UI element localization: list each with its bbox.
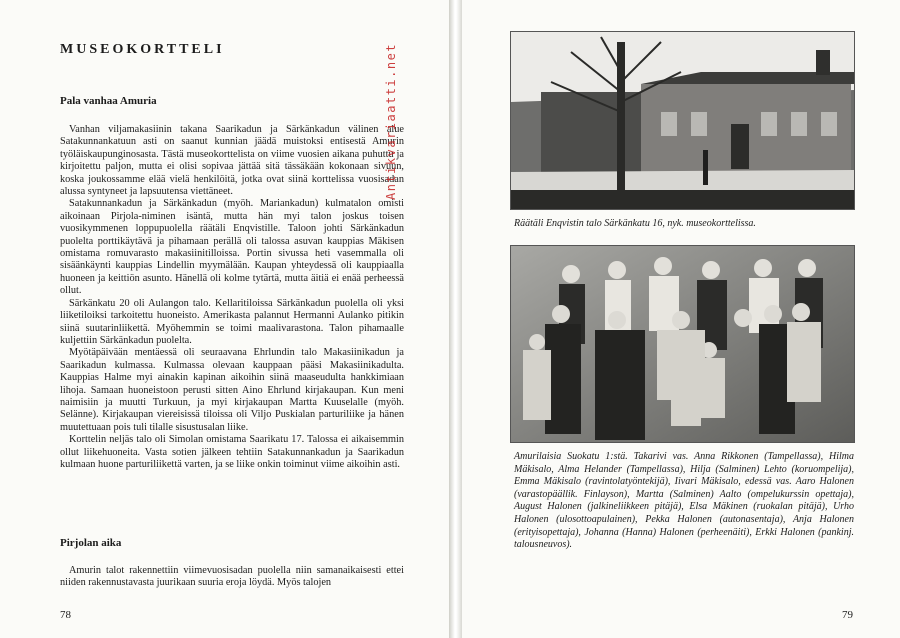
book-gutter <box>449 0 462 638</box>
paragraph: Korttelin neljäs talo oli Simolan omistama Saarikatu 17. Talossa ei aikaisemmin ollut liikehuoneita. Vasta sotien jälkeen tehtiin Satakunnankadun ja Saarikadun kulmaan huone parturiliikettä varten, ja se liike onkin toiminut viime aikoihin asti. <box>60 434 404 470</box>
paragraph: Särkänkatu 20 oli Aulangon talo. Kellaritiloissa Särkänkadun puolella oli yksi liiketiloiksi tarkoitettu huoneisto. Amerikasta palannut Hermanni Aulanko pitikin siinä suutarinliikettä. Myöhemmin se toimi maalivarastona. Talon pihamaalle kuljettiin Särkänkadun puolelta. <box>60 297 404 346</box>
photo-caption-house: Räätäli Enqvistin talo Särkänkatu 16, nyk. museokorttelissa. <box>514 218 756 229</box>
paragraph: Amurin talot rakennettiin viimevuosisadan puolella niin samanaikaisesti ettei niiden rakennustavasta juurikaan suuria eroja löydä. Myös talojen <box>60 565 404 589</box>
right-page <box>462 0 900 638</box>
page-number-left: 78 <box>60 609 71 621</box>
family-group-photo <box>510 245 855 443</box>
watermark-text: Antikvariaatti.net <box>384 42 398 200</box>
section-title: MUSEOKORTTELI <box>60 42 225 57</box>
left-page <box>0 0 449 638</box>
house-photo <box>510 31 855 210</box>
body-text-section2 <box>60 565 404 590</box>
subhead-pirjolan-aika: Pirjolan aika <box>60 537 122 549</box>
paragraph: Vanhan viljamakasiinin takana Saarikadun ja Särkänkadun välinen alue Satakunnankatuun asti on saanut kunnian jäädä muistoksi entisestä Amurin työläiskaupunginosasta. Tästä museokorttelista on viime vuosien aikana puhuttu ja kirjoitettu paljon, mutta ei olisi sopivaa jättää sitä tässäkään kokonaan sivuun, koska joukossamme elää vielä henkilöitä, jotka ovat siinä korttelissa vuosisadan alussa syntyneet ja lapsuutensa viettäneet. <box>60 124 404 198</box>
body-text-section1 <box>60 124 404 471</box>
paragraph: Satakunnankadun ja Särkänkadun (myöh. Mariankadun) kulmatalon omisti aikoinaan Pirjola-niminen isäntä, mutta hän myi talon joskus toisen vuosikymmenen loppupuolella räätäli Enqvistille. Taloon johti Särkänkadun puolelta porttikäytävä ja pihamaan perällä oli talossa asuvan kauppias Mäkisen omistama romuvarasto makasiinitilloissa. Portin sivussa heti vasemmalla oli sisäänkäynti kauppias Lindellin myymälään. Kaupan yhteydessä oli kauppiaalla huoneen ja keittiön asunto. Hänellä oli kolme tytärtä, mutta äitiä ei enää perheessä ollut. <box>60 198 404 297</box>
subhead-pala-vanhaa-amuria: Pala vanhaa Amuria <box>60 95 157 107</box>
paragraph: Myötäpäivään mentäessä oli seuraavana Ehrlundin talo Makasiinikadun ja Saarikadun kulmassa. Kulmassa olevaan kauppaan pääsi Makasiinikadulta. Kauppias Halme myi ainakin kapinan aikoihin siinä maaseudulta hankkimiaan lihoja. Samaan huoneistoon perusti sitten Aino Ehrlund kirjakaupan. Kun meni naimisiin ja muutti Turkuun, ja myi kirjakaupan Martta Kuuselalle (myöh. Selänne). Kirjakaupan viereisissä tiloissa oli Viljo Puskialan parturiliike ja hänen muutettuaan pois tuli tilalle sisustusalan liike. <box>60 347 404 433</box>
page-number-right: 79 <box>842 609 853 621</box>
photo-caption-family: Amurilaisia Suokatu 1:stä. Takarivi vas. Anna Rikkonen (Tampellassa), Hilma Mäkisalo, Alma Helander (Tampellassa), Hilja (Salminen) Lehto (koruompelija), Emma Mäkisalo (ravintolatyöntekijä), Iivari Mäkisalo, edessä vas. Aaro Halonen (varastopäällik. Finlayson), Martta (Salminen) Aalto (ompelukurssin opettaja), August Halonen (jalkineliikkeen pitäjä), Elsa Mäkinen (ruokalan pitäjä), Urho Halonen (ulosottoapulainen), Pekka Halonen (autonasentaja), Anja Halonen (erityisopettaja), Johanna (Hanna) Halonen (perheenäiti), Erkki Halonen (pankinj. talousneuvos). <box>514 451 854 551</box>
